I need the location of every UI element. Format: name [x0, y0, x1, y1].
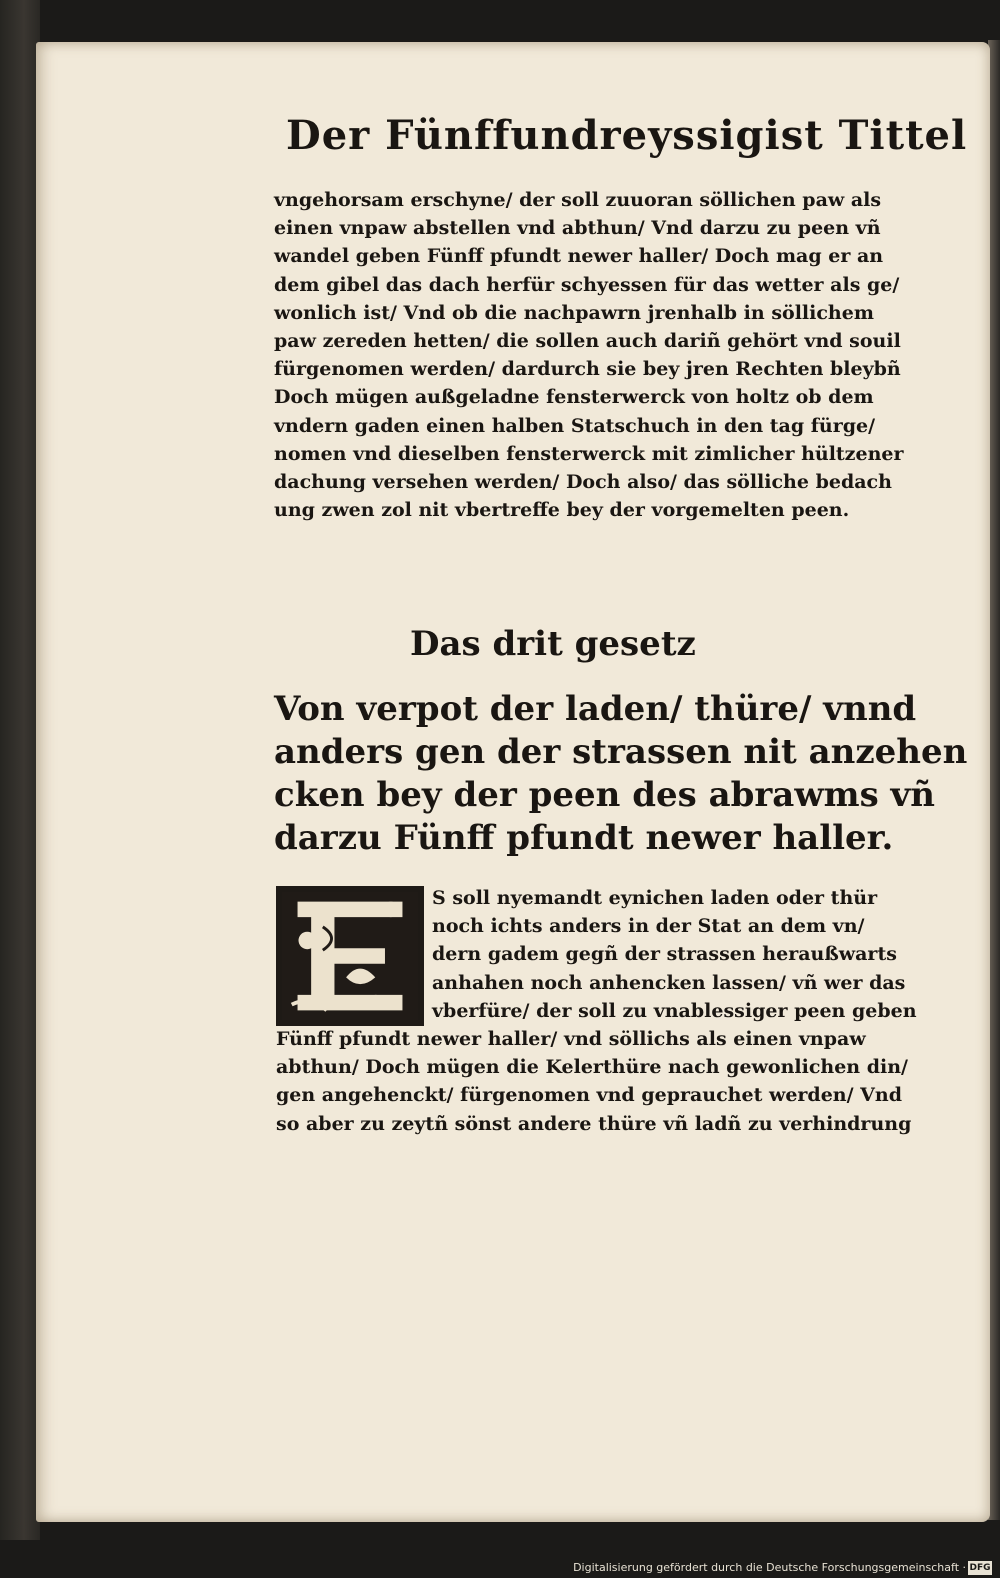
- section-title: Das drit gesetz: [410, 624, 696, 664]
- text-line: noch ichts anders in der Stat an dem vn/: [432, 915, 865, 938]
- text-line: vberfüre/ der soll zu vnablessiger peen geben: [432, 999, 917, 1022]
- text-line: dem gibel das dach herfür schyessen für das wetter als ge/: [274, 273, 900, 296]
- text-line: dern gadem gegñ der strassen heraußwarts: [432, 943, 897, 966]
- text-line: vndern gaden einen halben Statschuch in den tag fürge/: [274, 414, 876, 437]
- paragraph-2-beside-initial: [432, 884, 917, 1025]
- text-line: wandel geben Fünff pfundt newer haller/ Doch mag er an: [274, 245, 884, 268]
- text-line: so aber zu zeytñ sönst andere thüre vñ ladñ zu verhindrung: [276, 1112, 912, 1135]
- footer-credit: Digitalisierung gefördert durch die Deutsche Forschungsgemeinschaft ·: [573, 1561, 966, 1574]
- dfg-logo: DFG: [969, 1563, 991, 1573]
- subtitle-line: darzu Fünff pfundt newer haller.: [274, 818, 894, 858]
- decorated-initial-e: [276, 886, 424, 1026]
- text-line: paw zereden hetten/ die sollen auch dariñ gehört vnd souil: [274, 330, 901, 353]
- subtitle-line: Von verpot der laden/ thüre/ vnnd: [274, 689, 917, 729]
- text-line: Fünff pfundt newer haller/ vnd söllichs als einen vnpaw: [276, 1028, 866, 1050]
- subtitle-line: cken bey der peen des abrawms vñ: [274, 775, 936, 815]
- text-line: wonlich ist/ Vnd ob die nachpawrn jrenhalb in söllichem: [274, 301, 874, 324]
- text-line: nomen vnd dieselben fensterwerck mit zimlicher hültzener: [274, 442, 904, 465]
- text-line: ung zwen zol nit vbertreffe bey der vorgemelten peen.: [274, 499, 850, 522]
- text-line: abthun/ Doch mügen die Kelerthüre nach gewonlichen din/: [276, 1056, 908, 1079]
- text-line: vngehorsam erschyne/ der soll zuuoran söllichen paw als: [274, 189, 882, 211]
- book-binding: [0, 0, 40, 1540]
- subtitle-line: anders gen der strassen nit anzehen: [274, 732, 968, 772]
- text-line: einen vnpaw abstellen vnd abthun/ Vnd darzu zu peen vñ: [274, 217, 881, 240]
- text-line: fürgenomen werden/ dardurch sie bey jren Rechten bleybñ: [274, 358, 901, 381]
- text-line: anhahen noch anhencken lassen/ vñ wer das: [432, 971, 906, 994]
- woodcut-ornament-icon: [278, 888, 422, 1024]
- paragraph-1: [274, 186, 904, 524]
- paragraph-2-rest: [276, 1025, 912, 1138]
- text-line: S soll nyemandt eynichen laden oder thür: [432, 887, 878, 909]
- text-line: gen angehenckt/ fürgenomen vnd geprauchet werden/ Vnd: [276, 1084, 903, 1107]
- page-header: Der Fünffundreyssigist Tittel: [286, 112, 968, 159]
- text-line: Doch mügen außgeladne fensterwerck von holtz ob dem: [274, 386, 874, 409]
- section-subtitle: [274, 688, 967, 860]
- text-line: dachung versehen werden/ Doch also/ das sölliche bedach: [274, 471, 892, 494]
